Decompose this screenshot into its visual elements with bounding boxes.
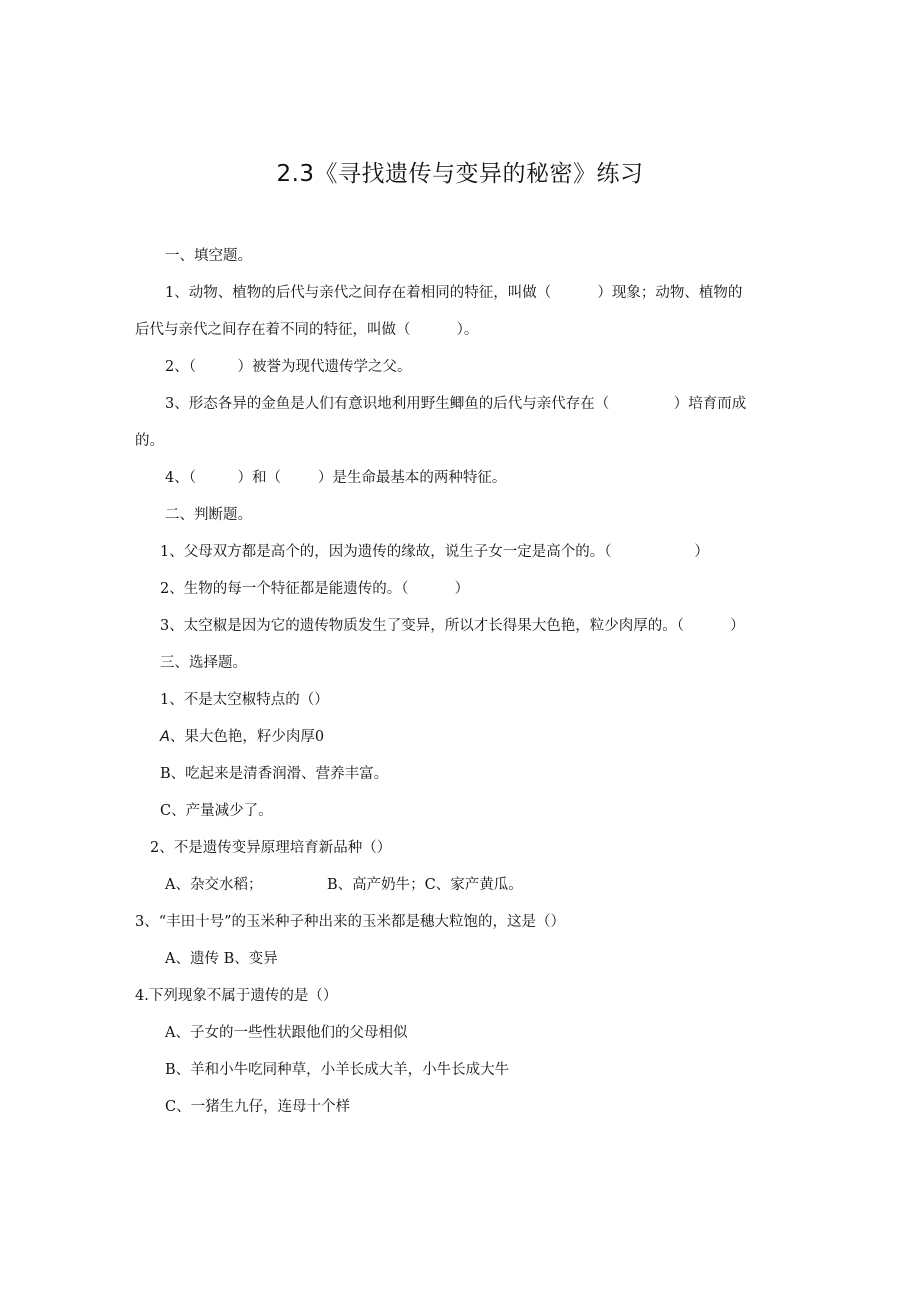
true-false-q1: 1、父母双方都是高个的，因为遗传的缘故，说生子女一定是高个的。（ ）: [160, 544, 709, 560]
fill-blank-q1-line2: 后代与亲代之间存在着不同的特征，叫做（ ）。: [135, 322, 479, 338]
fill-blank-q1-line1: 1、动物、植物的后代与亲代之间存在着相同的特征，叫做（ ）现象；动物、植物的: [165, 285, 743, 301]
section-heading-fill-blank: 一、填空题。: [165, 248, 252, 264]
choice-q1: 1、不是太空椒特点的（）: [160, 692, 329, 708]
option-text: 、果大色艳，籽少肉厚0: [169, 729, 325, 745]
section-heading-true-false: 二、判断题。: [165, 507, 252, 523]
true-false-q3: 3、太空椒是因为它的遗传物质发生了变异，所以才长得果大色艳，粒少肉厚的。（ ）: [160, 618, 745, 634]
choice-q2: 2、不是遗传变异原理培育新品种（）: [150, 840, 392, 856]
option-letter: A: [160, 729, 170, 745]
page-title: 2.3《寻找遗传与变异的秘密》练习: [276, 161, 644, 187]
fill-blank-q3-line1: 3、形态各异的金鱼是人们有意识地利用野生鲫鱼的后代与亲代存在（ ）培育而成: [165, 396, 747, 412]
choice-q4-option-b: B、羊和小牛吃同种草，小羊长成大羊，小牛长成大牛: [165, 1062, 510, 1078]
choice-q3: 3、“丰田十号”的玉米种子种出来的玉米都是穗大粒饱的，这是（）: [135, 914, 566, 930]
choice-q4: 4.下列现象不属于遗传的是（）: [135, 988, 338, 1004]
choice-q1-option-c: C、产量减少了。: [160, 803, 273, 819]
fill-blank-q3-line2: 的。: [135, 433, 164, 449]
choice-q3-options: A、遗传 B、变异: [165, 951, 278, 967]
fill-blank-q2: 2、（ ）被誉为现代遗传学之父。: [165, 359, 412, 375]
section-heading-multiple-choice: 三、选择题。: [160, 655, 247, 671]
choice-q1-option-a: [160, 727, 324, 747]
choice-q1-option-b: B、吃起来是清香润滑、营养丰富。: [160, 766, 389, 782]
fill-blank-q4: 4、（ ）和（ ）是生命最基本的两种特征。: [165, 470, 507, 486]
choice-q4-option-a: A、子女的一些性状跟他们的父母相似: [165, 1025, 408, 1041]
choice-q4-option-c: C、一猪生九仔，连母十个样: [165, 1099, 351, 1115]
true-false-q2: 2、生物的每一个特征都是能遗传的。（ ）: [160, 581, 470, 597]
choice-q2-options: A、杂交水稻； B、高产奶牛；C、家产黄瓜。: [165, 877, 523, 893]
